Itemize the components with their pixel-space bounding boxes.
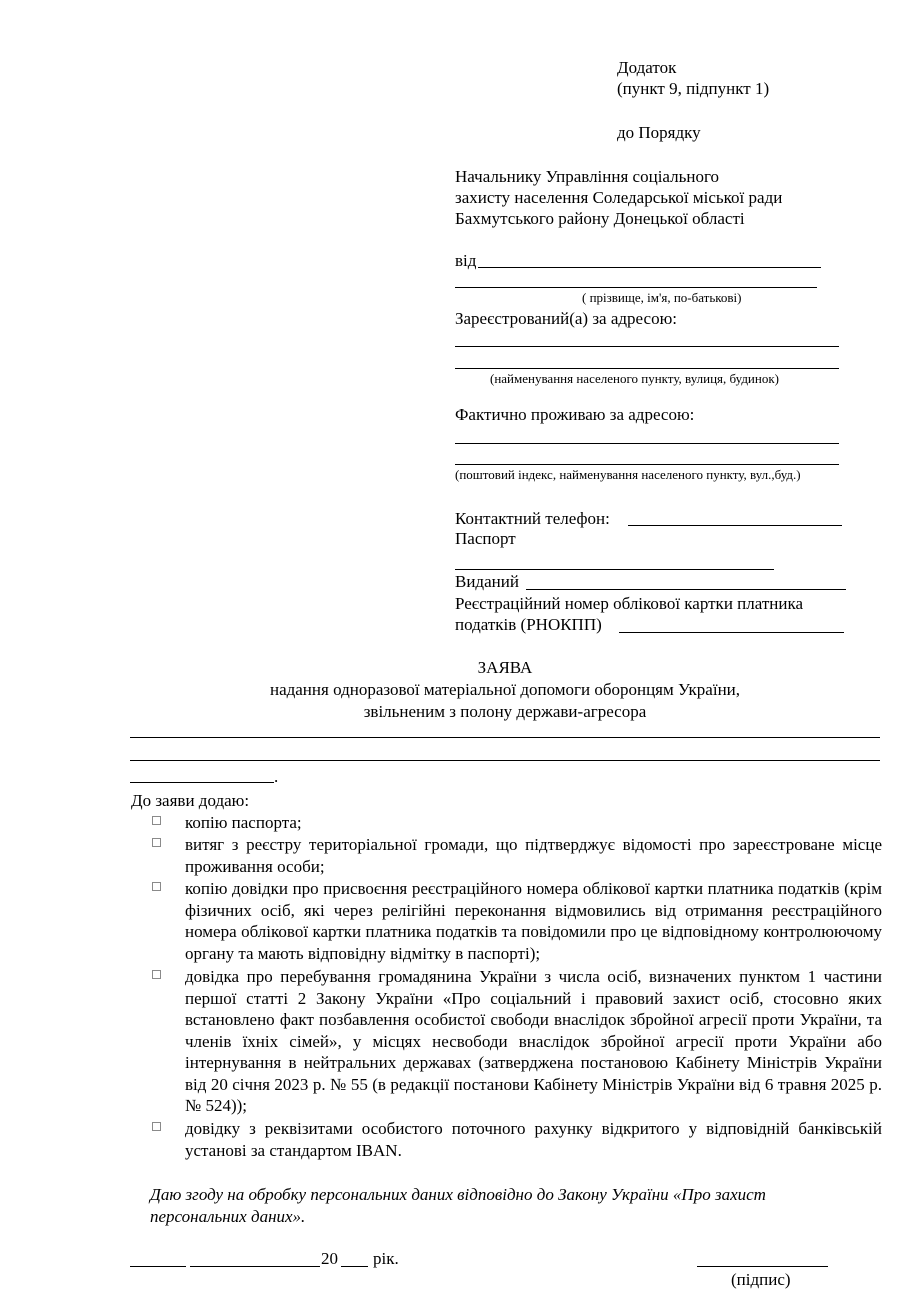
attachment-text: витяг з реєстру територіальної громади, що підтверджує відомості про зареєстроване місце проживання особи;	[185, 835, 882, 876]
attachment-text: довідку з реквізитами особистого поточного рахунку відкритого у відповідній банківській установі за стандартом IBAN.	[185, 1119, 882, 1160]
applicant-name-line-1[interactable]	[478, 267, 821, 268]
consent-statement: Даю згоду на обробку персональних даних відповідно до Закону України «Про захист персональних даних».	[150, 1185, 766, 1226]
appendix-label: Додаток	[617, 58, 677, 77]
document-subtitle-line-1: надання одноразової матеріальної допомоги оборонцям України,	[269, 680, 741, 699]
passport-label: Паспорт	[455, 529, 516, 548]
actual-address-line-1[interactable]	[455, 443, 839, 444]
statement-line-3[interactable]	[130, 782, 274, 783]
recipient-line-1: Начальнику Управління соціального	[455, 167, 719, 186]
checkbox[interactable]	[152, 838, 161, 847]
recipient-line-3: Бахмутського району Донецької області	[455, 209, 745, 228]
applicant-name-line-2[interactable]	[455, 287, 817, 288]
attachment-text: копію паспорта;	[185, 813, 302, 832]
checkbox[interactable]	[152, 882, 161, 891]
actual-address-label: Фактично проживаю за адресою:	[455, 405, 695, 424]
taxid-label-line-1: Реєстраційний номер облікової картки платника	[455, 594, 804, 613]
document-subtitle-line-2: звільненим з полону держави-агресора	[363, 702, 647, 721]
taxid-field-line[interactable]	[619, 632, 844, 633]
signature-line[interactable]	[697, 1266, 828, 1267]
recipient-line-2: захисту населення Соледарської міської ради	[455, 188, 783, 207]
attachments-intro: До заяви додаю:	[131, 791, 250, 810]
statement-period: .	[274, 767, 279, 786]
issued-field-line[interactable]	[526, 589, 846, 590]
passport-field-line[interactable]	[455, 569, 774, 570]
date-day-line[interactable]	[130, 1266, 186, 1267]
attachment-text: довідка про перебування громадянина України з числа осіб, визначених пунктом 1 частини першої статті 2 Закону України «Про соціальний і правовий захист осіб, стосовно яких встановлено факт позбавлення особистої свободи внаслідок збройної агресії проти України, та членів їхніх сімей», у місцях несвободи внаслідок збройної агресії проти України або інтернування в нейтральних державах (затверджена постановою Кабінету Міністрів України від 20 січня 2023 р. № 55 (в редакції постанови Кабінету Міністрів України від 6 травня 2025 р. № 524));	[185, 967, 882, 1115]
actual-address-line-2[interactable]	[455, 464, 839, 465]
year-suffix: рік.	[373, 1249, 399, 1268]
phone-field-line[interactable]	[628, 525, 842, 526]
taxid-label-line-2: податків (РНОКПП)	[455, 615, 602, 634]
signature-caption: (підпис)	[731, 1270, 791, 1289]
date-year-line[interactable]	[341, 1266, 368, 1267]
issued-label: Виданий	[455, 572, 519, 591]
checkbox[interactable]	[152, 816, 161, 825]
appendix-clause: (пункт 9, підпункт 1)	[617, 79, 770, 98]
actual-address-caption: (поштовий індекс, найменування населеного пункту, вул.,буд.)	[455, 467, 801, 482]
registered-address-line-1[interactable]	[455, 346, 839, 347]
from-label: від	[455, 251, 477, 270]
statement-line-1[interactable]	[130, 737, 880, 738]
name-caption: ( прізвище, ім'я, по-батькові)	[582, 290, 742, 305]
registered-address-label: Зареєстрований(а) за адресою:	[455, 309, 677, 328]
statement-line-2[interactable]	[130, 760, 880, 761]
attachment-text: копію довідки про присвоєння реєстраційного номера облікової картки платника податків (крім фізичних осіб, які через релігійні переконання відмовились від отримання реєстраційного номера облікової картки платника податків та повідомили про це відповідному контролюючому органу та мають відповідну відмітку в паспорті);	[185, 879, 882, 963]
checkbox[interactable]	[152, 1122, 161, 1131]
phone-label: Контактний телефон:	[455, 509, 610, 528]
year-prefix: 20	[321, 1249, 338, 1268]
checkbox[interactable]	[152, 970, 161, 979]
registered-address-line-2[interactable]	[455, 368, 839, 369]
date-month-line[interactable]	[190, 1266, 320, 1267]
order-reference: до Порядку	[617, 123, 701, 142]
registered-address-caption: (найменування населеного пункту, вулиця, будинок)	[490, 371, 779, 386]
document-title: ЗАЯВА	[477, 658, 533, 677]
